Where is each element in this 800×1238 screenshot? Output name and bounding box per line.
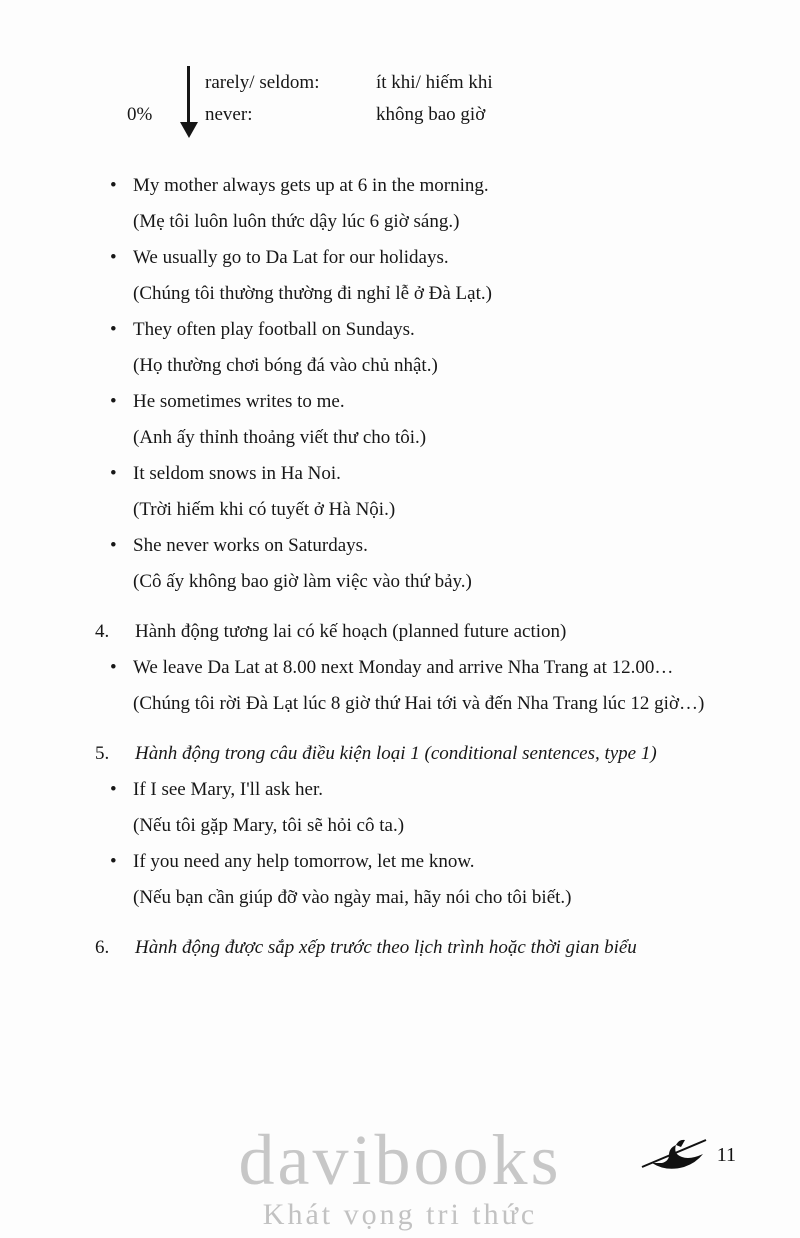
frequency-percent-label: 0% <box>127 104 153 125</box>
list-item <box>95 312 712 384</box>
list-item <box>95 240 712 312</box>
example-vietnamese: (Chúng tôi thường thường đi nghỉ lễ ở Đà Lạt.) <box>133 283 492 304</box>
page-number: 11 <box>716 1143 736 1166</box>
list-item <box>95 844 712 916</box>
example-text <box>133 844 712 916</box>
example-vietnamese: (Anh ấy thỉnh thoảng viết thư cho tôi.) <box>133 427 427 448</box>
example-text <box>133 312 712 384</box>
example-vietnamese: (Cô ấy không bao giờ làm việc vào thứ bảy.) <box>133 571 472 592</box>
down-arrow-icon <box>187 66 190 124</box>
bullet-icon: • <box>110 463 117 484</box>
section-heading: Hành động trong câu điều kiện loại 1 (conditional sentences, type 1) <box>135 743 657 764</box>
example-english: He sometimes writes to me. <box>133 391 345 412</box>
example-list <box>95 650 712 722</box>
example-text <box>133 772 712 844</box>
example-list <box>95 772 712 916</box>
example-english: We usually go to Da Lat for our holidays. <box>133 247 449 268</box>
section-heading-row <box>95 614 712 650</box>
section-heading: Hành động được sắp xếp trước theo lịch trình hoặc thời gian biểu <box>135 937 637 958</box>
example-vietnamese: (Nếu tôi gặp Mary, tôi sẽ hỏi cô ta.) <box>133 815 405 836</box>
bullet-icon: • <box>110 175 117 196</box>
list-item <box>95 456 712 528</box>
section-heading: Hành động tương lai có kế hoạch (planned future action) <box>135 621 567 642</box>
section-number: 6. <box>95 937 110 958</box>
example-vietnamese: (Họ thường chơi bóng đá vào chủ nhật.) <box>133 355 438 376</box>
frequency-translation: không bao giờ <box>376 104 486 125</box>
example-english: My mother always gets up at 6 in the morning. <box>133 175 489 196</box>
example-english: If you need any help tomorrow, let me know. <box>133 851 475 872</box>
page-footer <box>640 1136 736 1174</box>
watermark-subtitle: Khát vọng tri thức <box>262 1198 538 1231</box>
example-text <box>133 384 712 456</box>
example-text <box>133 240 712 312</box>
example-vietnamese: (Mẹ tôi luôn luôn thức dậy lúc 6 giờ sáng.) <box>133 211 460 232</box>
example-english: It seldom snows in Ha Noi. <box>133 463 341 484</box>
section-heading-row <box>95 930 712 966</box>
bullet-icon: • <box>110 657 117 678</box>
list-item <box>95 384 712 456</box>
example-english: We leave Da Lat at 8.00 next Monday and arrive Nha Trang at 12.00… <box>133 657 674 678</box>
bullet-icon: • <box>110 391 117 412</box>
frequency-scale <box>95 68 712 156</box>
example-english: They often play football on Sundays. <box>133 319 415 340</box>
section-4 <box>95 614 712 722</box>
example-vietnamese: (Trời hiếm khi có tuyết ở Hà Nội.) <box>133 499 396 520</box>
section-heading-row <box>95 736 712 772</box>
example-vietnamese: (Chúng tôi rời Đà Lạt lúc 8 giờ thứ Hai tới và đến Nha Trang lúc 12 giờ…) <box>133 693 705 714</box>
example-english: If I see Mary, I'll ask her. <box>133 779 324 800</box>
watermark-title: davibooks <box>238 1120 562 1200</box>
example-english: She never works on Saturdays. <box>133 535 368 556</box>
bullet-icon: • <box>110 535 117 556</box>
example-text <box>133 456 712 528</box>
example-text <box>133 528 712 600</box>
section-5 <box>95 736 712 916</box>
publisher-logo-swan-icon <box>640 1136 714 1174</box>
frequency-translation: ít khi/ hiếm khi <box>376 72 493 93</box>
section-number: 5. <box>95 743 110 764</box>
example-list <box>95 168 712 600</box>
down-arrow-head-icon <box>180 122 198 138</box>
bullet-icon: • <box>110 779 117 800</box>
frequency-term: never: <box>205 104 253 125</box>
section-6 <box>95 930 712 966</box>
frequency-term: rarely/ seldom: <box>205 72 320 93</box>
bullet-icon: • <box>110 319 117 340</box>
bullet-icon: • <box>110 247 117 268</box>
example-text <box>133 650 712 722</box>
bullet-icon: • <box>110 851 117 872</box>
list-item <box>95 650 712 722</box>
example-vietnamese: (Nếu bạn cần giúp đỡ vào ngày mai, hãy nói cho tôi biết.) <box>133 887 572 908</box>
list-item <box>95 528 712 600</box>
list-item <box>95 772 712 844</box>
section-number: 4. <box>95 621 110 642</box>
example-text <box>133 168 712 240</box>
list-item <box>95 168 712 240</box>
